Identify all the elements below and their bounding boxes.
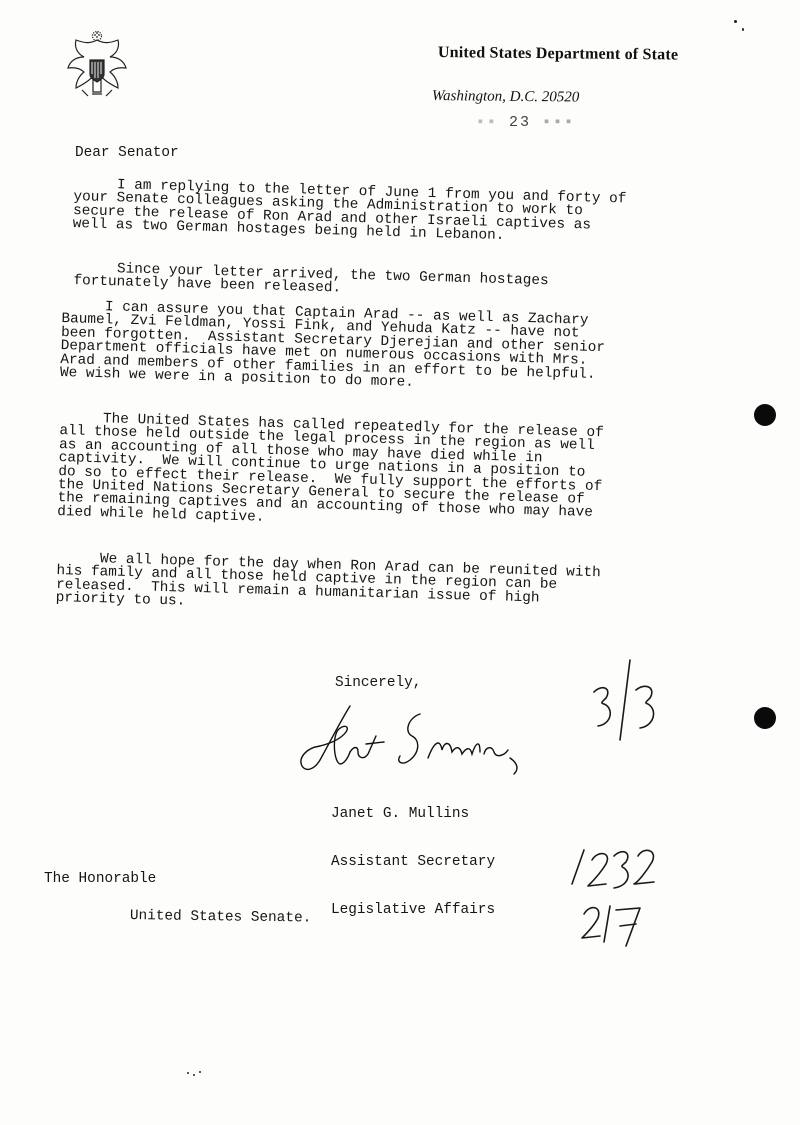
speck	[199, 1071, 201, 1073]
body-paragraph-4: The United States has called repeatedly for the release of all those held outside the legal process in the region as well as an accounting of all those who may have died while in captivity. We will continue to urge nations in a position to do so to effect their release. We fully support the efforts of the United Nations Secretary General to secure the release of the remaining captives and an accounting of those who may have died while held captive.	[56, 410, 604, 526]
speck	[193, 1074, 195, 1076]
hand-mark-3a	[594, 688, 610, 726]
letterhead-city: Washington, D.C. 20520	[431, 88, 580, 106]
department-seal-icon	[62, 30, 132, 102]
signatory-title: Assistant Secretary	[331, 854, 496, 870]
hand-num-2a	[588, 854, 607, 886]
addressee-line-1: The Honorable	[44, 871, 157, 887]
signatory-office: Legislative Affairs	[331, 902, 496, 918]
date-stamp	[476, 114, 575, 131]
body-paragraph-5: We all hope for the day when Ron Arad can be reunited with his family and all those held captive in the region can be released. This will remain a humanitarian issue of high priority to us.	[55, 550, 601, 610]
speck	[742, 28, 744, 31]
speck	[734, 20, 737, 23]
hand-num-7	[616, 908, 640, 946]
closing: Sincerely,	[335, 675, 422, 691]
date-stamp-day: 23	[509, 114, 532, 131]
hand-num-2c	[582, 908, 600, 938]
hand-mark-3b	[636, 686, 654, 728]
body-paragraph-1: I am replying to the letter of June 1 from you and forty of your Senate colleagues asking the Administration to work to secure the release of Ron Arad and other Israeli captives as well as two German hostages being held in Lebanon.	[72, 176, 627, 245]
hand-mark-slash	[620, 660, 630, 740]
hand-num-2b	[634, 850, 654, 884]
addressee-line-2: United States Senate.	[129, 908, 312, 927]
letterhead-department: United States Department of State	[437, 44, 679, 64]
signatory-name: Janet G. Mullins	[331, 806, 470, 822]
salutation: Dear Senator	[75, 145, 179, 161]
punch-hole-bottom	[754, 707, 776, 729]
punch-hole-top	[754, 404, 776, 426]
speck	[187, 1072, 189, 1074]
body-paragraph-2: Since your letter arrived, the two German hostages fortunately have been released.	[73, 260, 549, 297]
body-paragraph-3: I can assure you that Captain Arad -- as well as Zachary Baumel, Zvi Feldman, Yossi Fink, and Yehuda Katz -- have not been forgotten. Assistant Secretary Djerejian and other senior Department officials have met on numerous occasions with Mrs. Arad and members of other families in an effort to be helpful. We wish we were in a position to do more.	[59, 298, 606, 391]
date-stamp-prefix: ▪▪	[476, 114, 499, 131]
hand-num-7bar	[620, 924, 636, 926]
hand-num-3	[614, 852, 628, 888]
signature-block	[331, 774, 495, 950]
date-stamp-suffix: ▪▪▪	[542, 114, 576, 131]
hand-num-1	[572, 850, 584, 884]
hand-num-1b	[604, 906, 610, 942]
